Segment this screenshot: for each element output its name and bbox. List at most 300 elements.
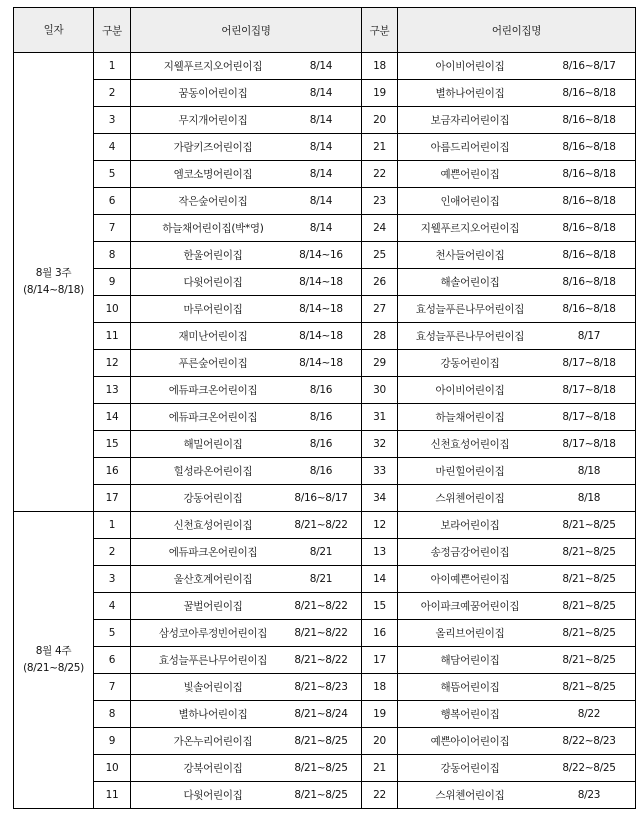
- daycare-name: 다윗어린이집: [183, 276, 243, 289]
- daycare-name-right: 천사들어린이집: [435, 249, 505, 262]
- table-row: [14, 215, 636, 242]
- closure-date: 8/14: [309, 141, 333, 153]
- closure-date-right: 8/17~8/18: [562, 357, 616, 369]
- daycare-name: 하늘채어린이집(박*영): [162, 222, 264, 235]
- row-number-right: 26: [362, 269, 398, 296]
- daycare-name-right: 해담어린이집: [440, 654, 500, 667]
- daycare-name-right: 하늘채어린이집: [435, 411, 505, 424]
- daycare-cell: [131, 593, 362, 620]
- daycare-cell-right: [398, 296, 636, 323]
- row-number: 3: [94, 566, 131, 593]
- row-number-right: 12: [362, 512, 398, 539]
- daycare-name-right: 스위첸어린이집: [435, 789, 505, 802]
- week-range: (8/14~8/18): [23, 284, 84, 296]
- daycare-cell-content: [131, 242, 361, 268]
- daycare-name-right: 아름드리어린이집: [430, 141, 510, 154]
- daycare-cell-content-right: [398, 728, 635, 754]
- row-number: 17: [94, 485, 131, 512]
- daycare-cell-content-right: [398, 53, 635, 79]
- closure-date-right: 8/21~8/25: [562, 519, 616, 531]
- daycare-name: 무지개어린이집: [178, 114, 248, 127]
- table-row: [14, 539, 636, 566]
- closure-date-right: 8/22~8/23: [562, 735, 616, 747]
- daycare-name-right: 행복어린이집: [440, 708, 500, 721]
- table-row: [14, 350, 636, 377]
- closure-date: 8/21~8/23: [294, 681, 348, 693]
- daycare-cell-content-right: [398, 566, 635, 592]
- table-row: [14, 485, 636, 512]
- daycare-cell-right: [398, 539, 636, 566]
- closure-date-right: 8/21~8/25: [562, 654, 616, 666]
- closure-date: 8/14~18: [299, 357, 343, 369]
- table-row: [14, 242, 636, 269]
- row-number-right: 22: [362, 161, 398, 188]
- row-number: 8: [94, 242, 131, 269]
- closure-date-right: 8/17~8/18: [562, 411, 616, 423]
- row-number-right: 20: [362, 107, 398, 134]
- table-row: [14, 512, 636, 539]
- daycare-name-right: 효성늘푸른나무어린이집: [415, 330, 525, 343]
- closure-date: 8/21~8/22: [294, 519, 348, 531]
- closure-date: 8/14~16: [299, 249, 343, 261]
- row-number-right: 15: [362, 593, 398, 620]
- row-number: 13: [94, 377, 131, 404]
- daycare-cell-content-right: [398, 485, 635, 511]
- daycare-cell-content-right: [398, 593, 635, 619]
- closure-date-right: 8/16~8/18: [562, 195, 616, 207]
- daycare-cell-right: [398, 647, 636, 674]
- daycare-cell: [131, 458, 362, 485]
- daycare-cell-content-right: [398, 755, 635, 781]
- closure-date-right: 8/21~8/25: [562, 573, 616, 585]
- closure-date: 8/14: [309, 87, 333, 99]
- header-no: 구분: [94, 8, 131, 53]
- daycare-cell-content-right: [398, 269, 635, 295]
- daycare-name: 별하나어린이집: [178, 708, 248, 721]
- table-row: [14, 80, 636, 107]
- table-row: [14, 728, 636, 755]
- daycare-cell-content-right: [398, 107, 635, 133]
- row-number: 16: [94, 458, 131, 485]
- closure-date-right: 8/22: [577, 708, 601, 720]
- table-body: [14, 53, 636, 809]
- daycare-cell-content: [131, 566, 361, 592]
- daycare-cell-content: [131, 161, 361, 187]
- row-number-right: 29: [362, 350, 398, 377]
- daycare-name: 다윗어린이집: [183, 789, 243, 802]
- daycare-schedule-table: [13, 7, 636, 809]
- closure-date: 8/16: [309, 384, 333, 396]
- daycare-cell-content-right: [398, 215, 635, 241]
- table-row: [14, 647, 636, 674]
- daycare-name: 강북어린이집: [183, 762, 243, 775]
- header-no-right: 구분: [362, 8, 398, 53]
- daycare-name-right: 아이비어린이집: [435, 60, 505, 73]
- table-row: [14, 782, 636, 809]
- row-number: 9: [94, 728, 131, 755]
- closure-date: 8/16~8/17: [294, 492, 348, 504]
- daycare-cell-content-right: [398, 296, 635, 322]
- row-number: 11: [94, 323, 131, 350]
- closure-date: 8/21~8/25: [294, 735, 348, 747]
- daycare-cell-content: [131, 53, 361, 79]
- daycare-cell-content: [131, 485, 361, 511]
- daycare-name: 삼성코아루정빈어린이집: [158, 627, 268, 640]
- daycare-cell-content: [131, 620, 361, 646]
- row-number: 1: [94, 53, 131, 80]
- row-number: 6: [94, 188, 131, 215]
- row-number: 5: [94, 161, 131, 188]
- daycare-cell-content: [131, 269, 361, 295]
- row-number-right: 20: [362, 728, 398, 755]
- table-row: [14, 296, 636, 323]
- table-row: [14, 755, 636, 782]
- daycare-name: 한울어린이집: [183, 249, 243, 262]
- row-number: 9: [94, 269, 131, 296]
- daycare-cell-content-right: [398, 134, 635, 160]
- daycare-name: 빛솔어린이집: [183, 681, 243, 694]
- daycare-name: 꿈동이어린이집: [178, 87, 248, 100]
- daycare-cell-content-right: [398, 323, 635, 349]
- daycare-cell-content: [131, 539, 361, 565]
- closure-date-right: 8/18: [577, 492, 601, 504]
- daycare-cell-content: [131, 458, 361, 484]
- table-row: [14, 404, 636, 431]
- daycare-cell-content-right: [398, 431, 635, 457]
- daycare-cell: [131, 539, 362, 566]
- row-number: 11: [94, 782, 131, 809]
- daycare-cell-content-right: [398, 620, 635, 646]
- closure-date-right: 8/17~8/18: [562, 384, 616, 396]
- daycare-cell-content: [131, 404, 361, 430]
- daycare-name: 에듀파크온어린이집: [168, 411, 258, 424]
- closure-date: 8/14: [309, 168, 333, 180]
- daycare-cell-content: [131, 593, 361, 619]
- row-number-right: 13: [362, 539, 398, 566]
- daycare-cell-content-right: [398, 80, 635, 106]
- daycare-name: 에듀파크온어린이집: [168, 546, 258, 559]
- daycare-cell: [131, 620, 362, 647]
- row-number: 6: [94, 647, 131, 674]
- daycare-cell-right: [398, 512, 636, 539]
- row-number: 7: [94, 215, 131, 242]
- closure-date-right: 8/17: [577, 330, 601, 342]
- daycare-name-right: 해솔어린이집: [440, 276, 500, 289]
- closure-date-right: 8/22~8/25: [562, 762, 616, 774]
- closure-date-right: 8/16~8/18: [562, 168, 616, 180]
- daycare-cell-content: [131, 755, 361, 781]
- daycare-cell-content: [131, 323, 361, 349]
- row-number-right: 28: [362, 323, 398, 350]
- row-number: 7: [94, 674, 131, 701]
- daycare-cell: [131, 323, 362, 350]
- table-row: [14, 674, 636, 701]
- row-number-right: 33: [362, 458, 398, 485]
- daycare-cell: [131, 404, 362, 431]
- table-row: [14, 188, 636, 215]
- table-row: [14, 566, 636, 593]
- daycare-name: 힐성라온어린이집: [173, 465, 253, 478]
- daycare-name-right: 올리브어린이집: [435, 627, 505, 640]
- closure-date: 8/21~8/22: [294, 600, 348, 612]
- closure-date: 8/21~8/25: [294, 762, 348, 774]
- daycare-name-right: 아이비어린이집: [435, 384, 505, 397]
- daycare-cell-content-right: [398, 161, 635, 187]
- daycare-name: 효성늘푸른나무어린이집: [158, 654, 268, 667]
- header-row: [14, 8, 636, 53]
- row-number-right: 19: [362, 701, 398, 728]
- daycare-cell: [131, 647, 362, 674]
- daycare-cell: [131, 431, 362, 458]
- daycare-cell: [131, 53, 362, 80]
- daycare-name: 가람키즈어린이집: [173, 141, 253, 154]
- daycare-name-right: 보금자리어린이집: [430, 114, 510, 127]
- daycare-cell-content: [131, 107, 361, 133]
- closure-date-right: 8/16~8/18: [562, 114, 616, 126]
- daycare-name: 울산호계어린이집: [173, 573, 253, 586]
- row-number-right: 21: [362, 134, 398, 161]
- closure-date: 8/16: [309, 438, 333, 450]
- daycare-cell-content: [131, 647, 361, 673]
- daycare-name-right: 스위첸어린이집: [435, 492, 505, 505]
- daycare-name-right: 아이파크예꿈어린이집: [420, 600, 520, 613]
- daycare-cell-right: [398, 269, 636, 296]
- row-number: 10: [94, 296, 131, 323]
- daycare-name-right: 마린힐어린이집: [435, 465, 505, 478]
- daycare-cell-right: [398, 242, 636, 269]
- closure-date: 8/21~8/24: [294, 708, 348, 720]
- daycare-name: 에듀파크온어린이집: [168, 384, 258, 397]
- closure-date: 8/21~8/22: [294, 654, 348, 666]
- row-number-right: 21: [362, 755, 398, 782]
- daycare-name: 마루어린이집: [183, 303, 243, 316]
- closure-date-right: 8/16~8/18: [562, 87, 616, 99]
- daycare-cell: [131, 107, 362, 134]
- closure-date: 8/21~8/25: [294, 789, 348, 801]
- table-row: [14, 458, 636, 485]
- daycare-cell-right: [398, 404, 636, 431]
- closure-date: 8/14: [309, 195, 333, 207]
- daycare-cell: [131, 377, 362, 404]
- row-number-right: 16: [362, 620, 398, 647]
- daycare-cell-right: [398, 485, 636, 512]
- daycare-cell-content-right: [398, 377, 635, 403]
- daycare-cell-content: [131, 782, 361, 808]
- row-number-right: 34: [362, 485, 398, 512]
- closure-date-right: 8/16~8/18: [562, 141, 616, 153]
- daycare-cell-right: [398, 80, 636, 107]
- daycare-cell-right: [398, 134, 636, 161]
- header-date: 일자: [14, 8, 94, 53]
- table-row: [14, 377, 636, 404]
- daycare-cell-content: [131, 296, 361, 322]
- row-number: 14: [94, 404, 131, 431]
- row-number-right: 18: [362, 53, 398, 80]
- header-name-right: 어린이집명: [398, 8, 636, 53]
- daycare-cell-right: [398, 593, 636, 620]
- row-number-right: 14: [362, 566, 398, 593]
- daycare-cell-content: [131, 431, 361, 457]
- row-number: 15: [94, 431, 131, 458]
- daycare-name: 신천효성어린이집: [173, 519, 253, 532]
- daycare-cell-right: [398, 674, 636, 701]
- daycare-name-right: 예쁜어린이집: [440, 168, 500, 181]
- daycare-cell: [131, 134, 362, 161]
- daycare-cell-right: [398, 620, 636, 647]
- closure-date-right: 8/16~8/18: [562, 249, 616, 261]
- closure-date: 8/16: [309, 411, 333, 423]
- row-number-right: 31: [362, 404, 398, 431]
- closure-date-right: 8/16~8/18: [562, 222, 616, 234]
- daycare-cell: [131, 782, 362, 809]
- daycare-cell-content: [131, 80, 361, 106]
- daycare-cell: [131, 296, 362, 323]
- daycare-cell-content-right: [398, 782, 635, 808]
- row-number: 3: [94, 107, 131, 134]
- table-row: [14, 161, 636, 188]
- daycare-name: 해밀어린이집: [183, 438, 243, 451]
- daycare-cell: [131, 242, 362, 269]
- row-number-right: 32: [362, 431, 398, 458]
- daycare-cell-right: [398, 431, 636, 458]
- row-number: 4: [94, 593, 131, 620]
- daycare-cell-content-right: [398, 188, 635, 214]
- daycare-cell-right: [398, 755, 636, 782]
- daycare-cell-right: [398, 350, 636, 377]
- daycare-cell-content: [131, 701, 361, 727]
- closure-date-right: 8/16~8/18: [562, 303, 616, 315]
- closure-date-right: 8/21~8/25: [562, 627, 616, 639]
- daycare-cell: [131, 485, 362, 512]
- daycare-cell: [131, 350, 362, 377]
- daycare-cell: [131, 674, 362, 701]
- closure-date: 8/14~18: [299, 276, 343, 288]
- table-row: [14, 53, 636, 80]
- daycare-cell-right: [398, 377, 636, 404]
- row-number: 1: [94, 512, 131, 539]
- schedule-sheet: [13, 7, 636, 809]
- table-row: [14, 701, 636, 728]
- week-label-cell: [14, 512, 94, 809]
- daycare-name: 엠코소명어린이집: [173, 168, 253, 181]
- row-number: 12: [94, 350, 131, 377]
- daycare-name: 작은숲어린이집: [178, 195, 248, 208]
- daycare-cell-right: [398, 458, 636, 485]
- daycare-cell-right: [398, 566, 636, 593]
- row-number-right: 17: [362, 647, 398, 674]
- daycare-cell-content: [131, 512, 361, 538]
- closure-date: 8/14~18: [299, 303, 343, 315]
- daycare-cell-content-right: [398, 242, 635, 268]
- daycare-cell: [131, 269, 362, 296]
- daycare-name: 지웰푸르지오어린이집: [163, 60, 263, 73]
- row-number: 2: [94, 80, 131, 107]
- daycare-cell: [131, 512, 362, 539]
- daycare-cell-content-right: [398, 701, 635, 727]
- closure-date-right: 8/21~8/25: [562, 600, 616, 612]
- daycare-name-right: 예쁜아이어린이집: [430, 735, 510, 748]
- closure-date: 8/14~18: [299, 330, 343, 342]
- daycare-cell-right: [398, 782, 636, 809]
- daycare-cell-right: [398, 53, 636, 80]
- daycare-name: 가온누리어린이집: [173, 735, 253, 748]
- table-row: [14, 107, 636, 134]
- daycare-cell-content-right: [398, 647, 635, 673]
- daycare-cell-right: [398, 701, 636, 728]
- daycare-cell: [131, 701, 362, 728]
- daycare-name: 꿀벌어린이집: [183, 600, 243, 613]
- closure-date-right: 8/18: [577, 465, 601, 477]
- closure-date: 8/14: [309, 222, 333, 234]
- table-row: [14, 620, 636, 647]
- row-number-right: 22: [362, 782, 398, 809]
- closure-date-right: 8/23: [577, 789, 601, 801]
- daycare-name-right: 효성늘푸른나무어린이집: [415, 303, 525, 316]
- daycare-cell-content-right: [398, 458, 635, 484]
- daycare-name-right: 해뜸어린이집: [440, 681, 500, 694]
- table-row: [14, 134, 636, 161]
- row-number-right: 27: [362, 296, 398, 323]
- daycare-cell-content: [131, 215, 361, 241]
- row-number-right: 25: [362, 242, 398, 269]
- daycare-name: 재미난어린이집: [178, 330, 248, 343]
- closure-date-right: 8/21~8/25: [562, 681, 616, 693]
- daycare-cell-content: [131, 350, 361, 376]
- closure-date-right: 8/16~8/18: [562, 276, 616, 288]
- daycare-cell-content-right: [398, 404, 635, 430]
- row-number: 4: [94, 134, 131, 161]
- daycare-name-right: 강동어린이집: [440, 762, 500, 775]
- daycare-cell-right: [398, 215, 636, 242]
- daycare-name-right: 지웰푸르지오어린이집: [420, 222, 520, 235]
- daycare-name-right: 인애어린이집: [440, 195, 500, 208]
- week-range: (8/21~8/25): [23, 662, 84, 674]
- daycare-cell: [131, 215, 362, 242]
- daycare-cell-content: [131, 377, 361, 403]
- daycare-cell-content-right: [398, 674, 635, 700]
- daycare-cell: [131, 161, 362, 188]
- daycare-name-right: 신천효성어린이집: [430, 438, 510, 451]
- closure-date: 8/21: [309, 546, 333, 558]
- closure-date: 8/14: [309, 114, 333, 126]
- closure-date-right: 8/17~8/18: [562, 438, 616, 450]
- week-label: 8월 4주: [35, 645, 72, 657]
- daycare-cell-content: [131, 134, 361, 160]
- row-number: 5: [94, 620, 131, 647]
- closure-date: 8/16: [309, 465, 333, 477]
- daycare-cell-right: [398, 188, 636, 215]
- daycare-name-right: 강동어린이집: [440, 357, 500, 370]
- closure-date-right: 8/16~8/17: [562, 60, 616, 72]
- daycare-name-right: 별하나어린이집: [435, 87, 505, 100]
- table-row: [14, 593, 636, 620]
- daycare-cell: [131, 80, 362, 107]
- closure-date: 8/21: [309, 573, 333, 585]
- daycare-cell: [131, 728, 362, 755]
- closure-date: 8/21~8/22: [294, 627, 348, 639]
- daycare-cell-content: [131, 674, 361, 700]
- daycare-name-right: 아이예쁜어린이집: [430, 573, 510, 586]
- header-name: 어린이집명: [131, 8, 362, 53]
- row-number: 10: [94, 755, 131, 782]
- daycare-cell-right: [398, 161, 636, 188]
- daycare-cell: [131, 566, 362, 593]
- daycare-cell-content-right: [398, 350, 635, 376]
- week-label-cell: [14, 53, 94, 512]
- daycare-cell-content: [131, 188, 361, 214]
- daycare-cell-right: [398, 107, 636, 134]
- daycare-cell: [131, 188, 362, 215]
